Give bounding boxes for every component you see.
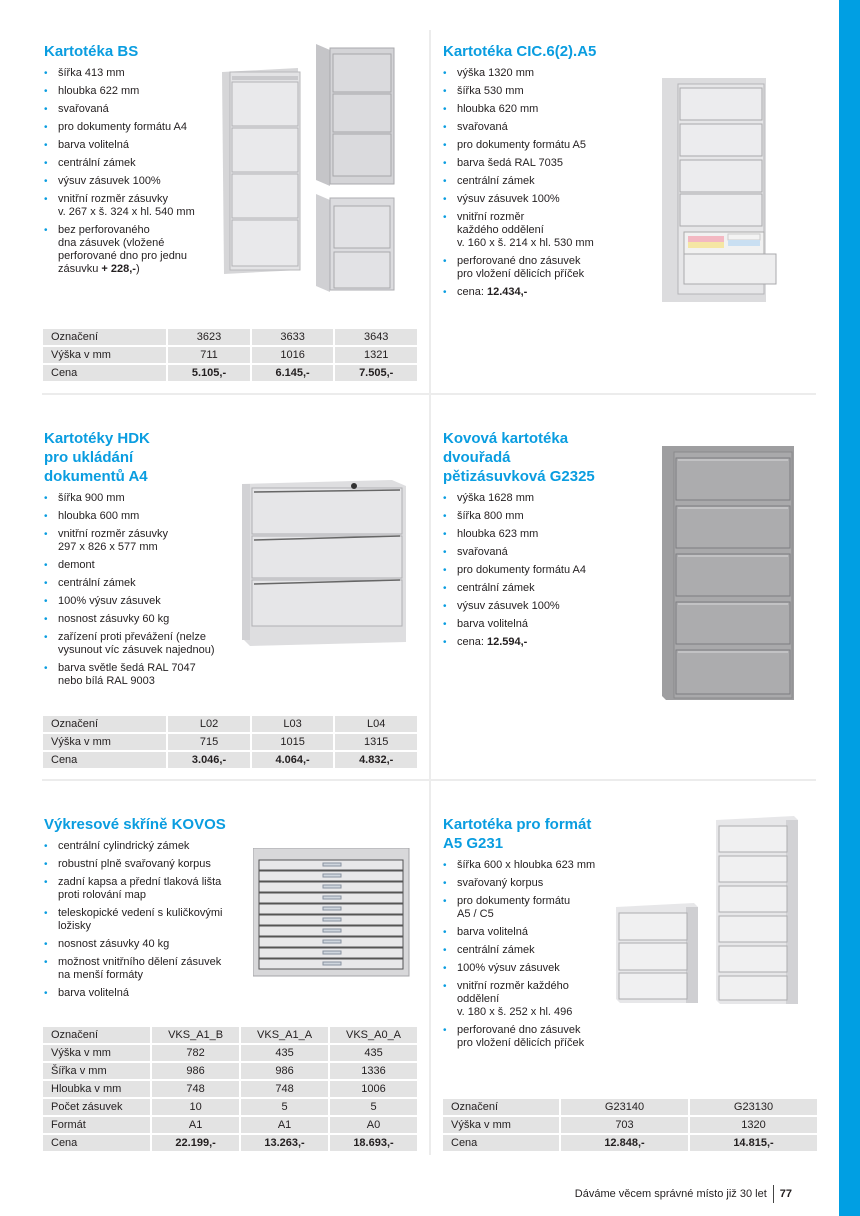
cabinet-image-bs-4drawer — [222, 68, 302, 274]
cell: 10 — [152, 1099, 239, 1115]
cell: VKS_A0_A — [330, 1027, 417, 1043]
price-cell: 7.505,- — [335, 365, 417, 381]
cell: VKS_A1_A — [241, 1027, 328, 1043]
spec-item: • centrální cylindrický zámek — [44, 840, 244, 853]
page-number: 77 — [779, 1188, 792, 1200]
table-row — [43, 329, 417, 345]
spec-item: • barva volitelná — [443, 618, 643, 631]
cell: 435 — [241, 1045, 328, 1061]
price-cell: 18.693,- — [330, 1135, 417, 1151]
spec-item: • barva volitelná — [44, 139, 224, 152]
table-row — [43, 752, 417, 768]
price-cell: 4.064,- — [252, 752, 334, 768]
spec-item: • zadní kapsa a přední tlaková lišta proti rolování map — [44, 876, 244, 902]
spec-item: • centrální zámek — [44, 577, 244, 590]
spec-table-hdk — [41, 714, 419, 770]
cell: 1016 — [252, 347, 334, 363]
price-cell: 3.046,- — [168, 752, 250, 768]
table-row — [43, 1045, 417, 1061]
drawer-handle — [323, 940, 341, 943]
product-title: Výkresové skříně KOVOS — [44, 816, 226, 833]
price-cell: 13.263,- — [241, 1135, 328, 1151]
spec-list — [44, 840, 244, 1000]
spec-item: • zařízení proti převážení (nelze vysunout víc zásuvek najednou) — [44, 631, 244, 657]
spec-item: • výsuv zásuvek 100% — [443, 193, 643, 206]
spec-item: • teleskopické vedení s kuličkovými ložisky — [44, 907, 244, 933]
footer-slogan: Dáváme věcem správné místo již 30 let — [574, 1188, 767, 1200]
table-row — [43, 1063, 417, 1079]
price-cell: 12.848,- — [561, 1135, 688, 1151]
price: 12.594,- — [486, 636, 528, 648]
drawer-handle — [323, 896, 341, 899]
drawer-handle — [323, 929, 341, 932]
cell: 1336 — [330, 1063, 417, 1079]
cabinet-image-bs-3drawer — [316, 44, 396, 186]
spec-item: • hloubka 623 mm — [443, 528, 643, 541]
cabinet-image-kovos — [253, 848, 413, 978]
table-row — [43, 1099, 417, 1115]
spec-item — [443, 286, 643, 299]
cell: 715 — [168, 734, 250, 750]
cell: VKS_A1_B — [152, 1027, 239, 1043]
spec-item: • šířka 900 mm — [44, 492, 244, 505]
price-label: cena: — [457, 636, 487, 648]
product-title: Kovová kartotéka dvouřadá pětizásuvková G2325 — [443, 430, 595, 485]
drawer-handle — [323, 863, 341, 866]
spec-table-kovos — [41, 1025, 419, 1153]
product-g2325 — [443, 429, 643, 654]
cell: 703 — [561, 1117, 688, 1133]
spec-item: • hloubka 620 mm — [443, 103, 643, 116]
footer-separator — [773, 1185, 774, 1203]
cabinet-image-g231-small — [616, 903, 700, 1005]
spec-item: • svařovaný korpus — [443, 877, 623, 890]
table-row — [43, 1081, 417, 1097]
cabinet-image-cic — [662, 78, 782, 304]
drawer-handle — [323, 907, 341, 910]
row-label: Označení — [443, 1099, 559, 1115]
spec-item: • výška 1320 mm — [443, 67, 643, 80]
cell: 711 — [168, 347, 250, 363]
cell: L03 — [252, 716, 334, 732]
price: 12.434,- — [486, 286, 528, 298]
spec-item — [443, 636, 643, 649]
spec-item: • centrální zámek — [443, 582, 643, 595]
price-label: cena: — [457, 286, 487, 298]
spec-item: • pro dokumenty formátu A4 — [44, 121, 224, 134]
accent-side-bar — [839, 0, 860, 1216]
spec-item: • pro dokumenty formátu A4 — [443, 564, 643, 577]
spec-table-bs — [41, 327, 419, 383]
table-row — [443, 1117, 817, 1133]
spec-item: • šířka 413 mm — [44, 67, 224, 80]
spec-list — [443, 492, 643, 649]
row-label: Cena — [43, 1135, 150, 1151]
page-footer — [575, 1185, 792, 1203]
price-cell: 4.832,- — [335, 752, 417, 768]
spec-list — [443, 859, 623, 1050]
cell: A1 — [241, 1117, 328, 1133]
product-g231 — [443, 815, 623, 1055]
spec-item: • vnitřní rozměr zásuvky v. 267 x š. 324 x hl. 540 mm — [44, 193, 224, 219]
cell: G23130 — [690, 1099, 817, 1115]
cell: 1315 — [335, 734, 417, 750]
product-bs — [44, 42, 224, 281]
spec-item: • šířka 800 mm — [443, 510, 643, 523]
row-label: Formát — [43, 1117, 150, 1133]
spec-item: • centrální zámek — [443, 944, 623, 957]
cabinet-image-bs-2drawer — [316, 194, 396, 292]
spec-item: • hloubka 622 mm — [44, 85, 224, 98]
cell: 986 — [152, 1063, 239, 1079]
cell: G23140 — [561, 1099, 688, 1115]
price-cell: 5.105,- — [168, 365, 250, 381]
product-title: Kartotéka pro formát A5 G231 — [443, 816, 592, 852]
spec-item: • svařovaná — [443, 546, 643, 559]
cell: 748 — [241, 1081, 328, 1097]
row-label: Výška v mm — [443, 1117, 559, 1133]
spec-price: + 228,- — [101, 263, 136, 275]
spec-list — [44, 492, 244, 688]
spec-item: • výsuv zásuvek 100% — [44, 175, 224, 188]
price-cell: 22.199,- — [152, 1135, 239, 1151]
row-label: Cena — [443, 1135, 559, 1151]
row-label: Označení — [43, 1027, 150, 1043]
cell: L02 — [168, 716, 250, 732]
row-label: Výška v mm — [43, 347, 166, 363]
spec-item: • robustní plně svařovaný korpus — [44, 858, 244, 871]
cell: 3643 — [335, 329, 417, 345]
table-row — [443, 1099, 817, 1115]
product-hdk — [44, 429, 244, 693]
spec-item: • vnitřní rozměr každého oddělení v. 180 x š. 252 x hl. 496 — [443, 980, 623, 1019]
row-label: Cena — [43, 752, 166, 768]
cell: 986 — [241, 1063, 328, 1079]
product-title: Kartotéky HDK pro ukládání dokumentů A4 — [44, 430, 150, 485]
price-cell: 6.145,- — [252, 365, 334, 381]
spec-item: • nosnost zásuvky 40 kg — [44, 938, 244, 951]
drawer-handle — [323, 951, 341, 954]
row-label: Hloubka v mm — [43, 1081, 150, 1097]
cabinet-image-g2325 — [662, 446, 796, 702]
spec-item: • nosnost zásuvky 60 kg — [44, 613, 244, 626]
drawer-handle — [323, 918, 341, 921]
spec-item: • svařovaná — [443, 121, 643, 134]
table-row — [43, 734, 417, 750]
product-cic — [443, 42, 643, 304]
spec-item: • barva světle šedá RAL 7047 nebo bílá RAL 9003 — [44, 662, 244, 688]
row-label: Označení — [43, 716, 166, 732]
row-label: Šířka v mm — [43, 1063, 150, 1079]
cell: 782 — [152, 1045, 239, 1061]
cell: 1321 — [335, 347, 417, 363]
spec-list — [44, 67, 224, 276]
drawer-handle — [323, 874, 341, 877]
cabinet-image-g231-tall — [716, 816, 800, 1006]
product-kovos — [44, 815, 244, 1005]
spec-item: • barva volitelná — [44, 987, 244, 1000]
spec-item: • šířka 600 x hloubka 623 mm — [443, 859, 623, 872]
cell: 435 — [330, 1045, 417, 1061]
row-label: Počet zásuvek — [43, 1099, 150, 1115]
spec-list — [443, 67, 643, 299]
spec-item: • šířka 530 mm — [443, 85, 643, 98]
spec-item: • centrální zámek — [443, 175, 643, 188]
table-row — [43, 716, 417, 732]
spec-text: bez perforovaného dna zásuvek (vložené perforované dno pro jednu zásuvku — [58, 224, 188, 275]
spec-item: • pro dokumenty formátu A5 — [443, 139, 643, 152]
spec-item: • hloubka 600 mm — [44, 510, 244, 523]
spec-item: • pro dokumenty formátu A5 / C5 — [443, 895, 623, 921]
spec-item: • svařovaná — [44, 103, 224, 116]
row-label: Výška v mm — [43, 734, 166, 750]
spec-item: • centrální zámek — [44, 157, 224, 170]
row-divider — [42, 393, 816, 395]
product-title: Kartotéka CIC.6(2).A5 — [443, 43, 597, 60]
spec-item: • barva volitelná — [443, 926, 623, 939]
cell: 5 — [241, 1099, 328, 1115]
cell: A1 — [152, 1117, 239, 1133]
spec-item: • perforované dno zásuvek pro vložení dělicích příček — [443, 1024, 623, 1050]
spec-text-end: ) — [135, 263, 140, 275]
spec-item: • možnost vnitřního dělení zásuvek na menší formáty — [44, 956, 244, 982]
cell: 3633 — [252, 329, 334, 345]
table-row — [43, 1027, 417, 1043]
cell: 1006 — [330, 1081, 417, 1097]
spec-item: • výsuv zásuvek 100% — [443, 600, 643, 613]
drawer-handle — [323, 885, 341, 888]
spec-item: • perforované dno zásuvek pro vložení dělicích příček — [443, 255, 643, 281]
cell: 5 — [330, 1099, 417, 1115]
cell: 1320 — [690, 1117, 817, 1133]
product-title: Kartotéka BS — [44, 43, 139, 60]
spec-item: • demont — [44, 559, 244, 572]
table-row — [43, 347, 417, 363]
spec-item: • výška 1628 mm — [443, 492, 643, 505]
price-cell: 14.815,- — [690, 1135, 817, 1151]
row-label: Výška v mm — [43, 1045, 150, 1061]
table-row — [43, 1135, 417, 1151]
row-label: Označení — [43, 329, 166, 345]
cell: 748 — [152, 1081, 239, 1097]
spec-item: • vnitřní rozměr každého oddělení v. 160 x š. 214 x hl. 530 mm — [443, 211, 643, 250]
row-label: Cena — [43, 365, 166, 381]
table-row — [43, 1117, 417, 1133]
column-divider — [429, 30, 431, 1155]
table-row — [43, 365, 417, 381]
spec-item: • vnitřní rozměr zásuvky 297 x 826 x 577 mm — [44, 528, 244, 554]
spec-item: • barva šedá RAL 7035 — [443, 157, 643, 170]
cell: L04 — [335, 716, 417, 732]
cell: 3623 — [168, 329, 250, 345]
row-divider — [42, 779, 816, 781]
cabinet-image-hdk — [242, 478, 408, 646]
cell: 1015 — [252, 734, 334, 750]
cell: A0 — [330, 1117, 417, 1133]
table-row — [443, 1135, 817, 1151]
drawer-handle — [323, 962, 341, 965]
spec-table-g231 — [441, 1097, 819, 1153]
spec-item: • 100% výsuv zásuvek — [443, 962, 623, 975]
spec-item — [44, 224, 224, 276]
spec-item: • 100% výsuv zásuvek — [44, 595, 244, 608]
